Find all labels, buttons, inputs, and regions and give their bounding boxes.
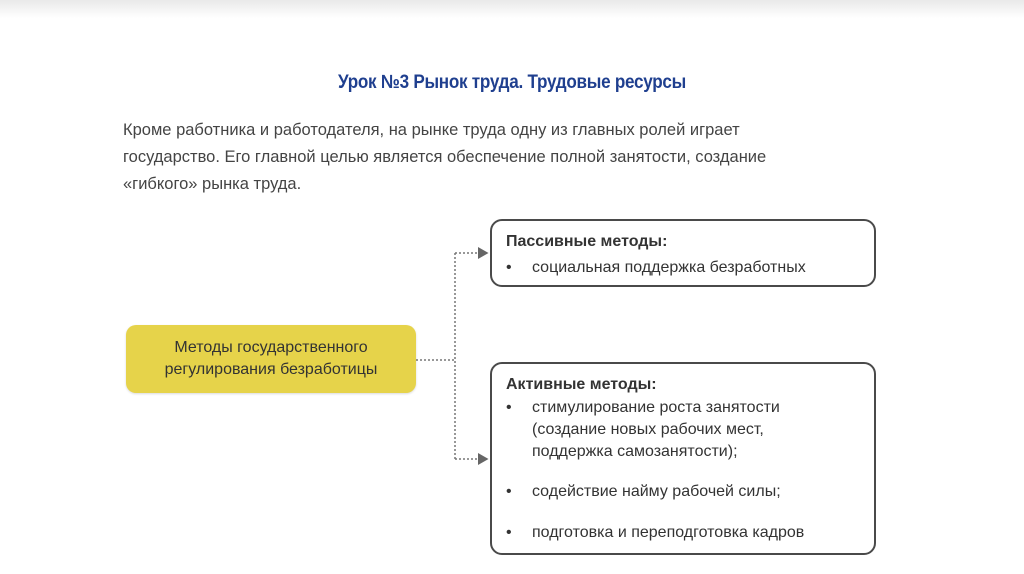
active-methods-title: Активные методы: xyxy=(506,376,657,393)
list-item-text: социальная поддержка безработных xyxy=(532,259,806,276)
list-item-text: стимулирование роста занятости (создание новых рабочих мест, поддержка самозанятости); xyxy=(532,399,780,460)
list-item-text: подготовка и переподготовка кадров xyxy=(532,524,805,541)
bullet: • xyxy=(506,399,512,416)
state-regulation-methods-node xyxy=(126,325,416,393)
intro-line: государство. Его главной целью является обеспечение полной занятости, создание xyxy=(123,148,767,166)
bullet: • xyxy=(506,524,512,541)
passive-methods-title: Пассивные методы: xyxy=(506,233,668,250)
list-item xyxy=(506,257,806,279)
state-regulation-methods-label: Методы государственного регулирования безработицы xyxy=(164,339,378,378)
list-item xyxy=(506,522,804,544)
intro-line: «гибкого» рынка труда. xyxy=(123,175,302,193)
intro-line: Кроме работника и работодателя, на рынке труда одну из главных ролей играет xyxy=(123,121,740,139)
list-item xyxy=(506,397,836,463)
active-methods-box xyxy=(490,362,876,555)
bullet: • xyxy=(506,259,512,276)
slide-title: Урок №3 Рынок труда. Трудовые ресурсы xyxy=(337,72,687,93)
list-item xyxy=(506,481,781,503)
list-item-text: содействие найму рабочей силы; xyxy=(532,483,781,500)
passive-methods-box xyxy=(490,219,876,287)
bullet: • xyxy=(506,483,512,500)
